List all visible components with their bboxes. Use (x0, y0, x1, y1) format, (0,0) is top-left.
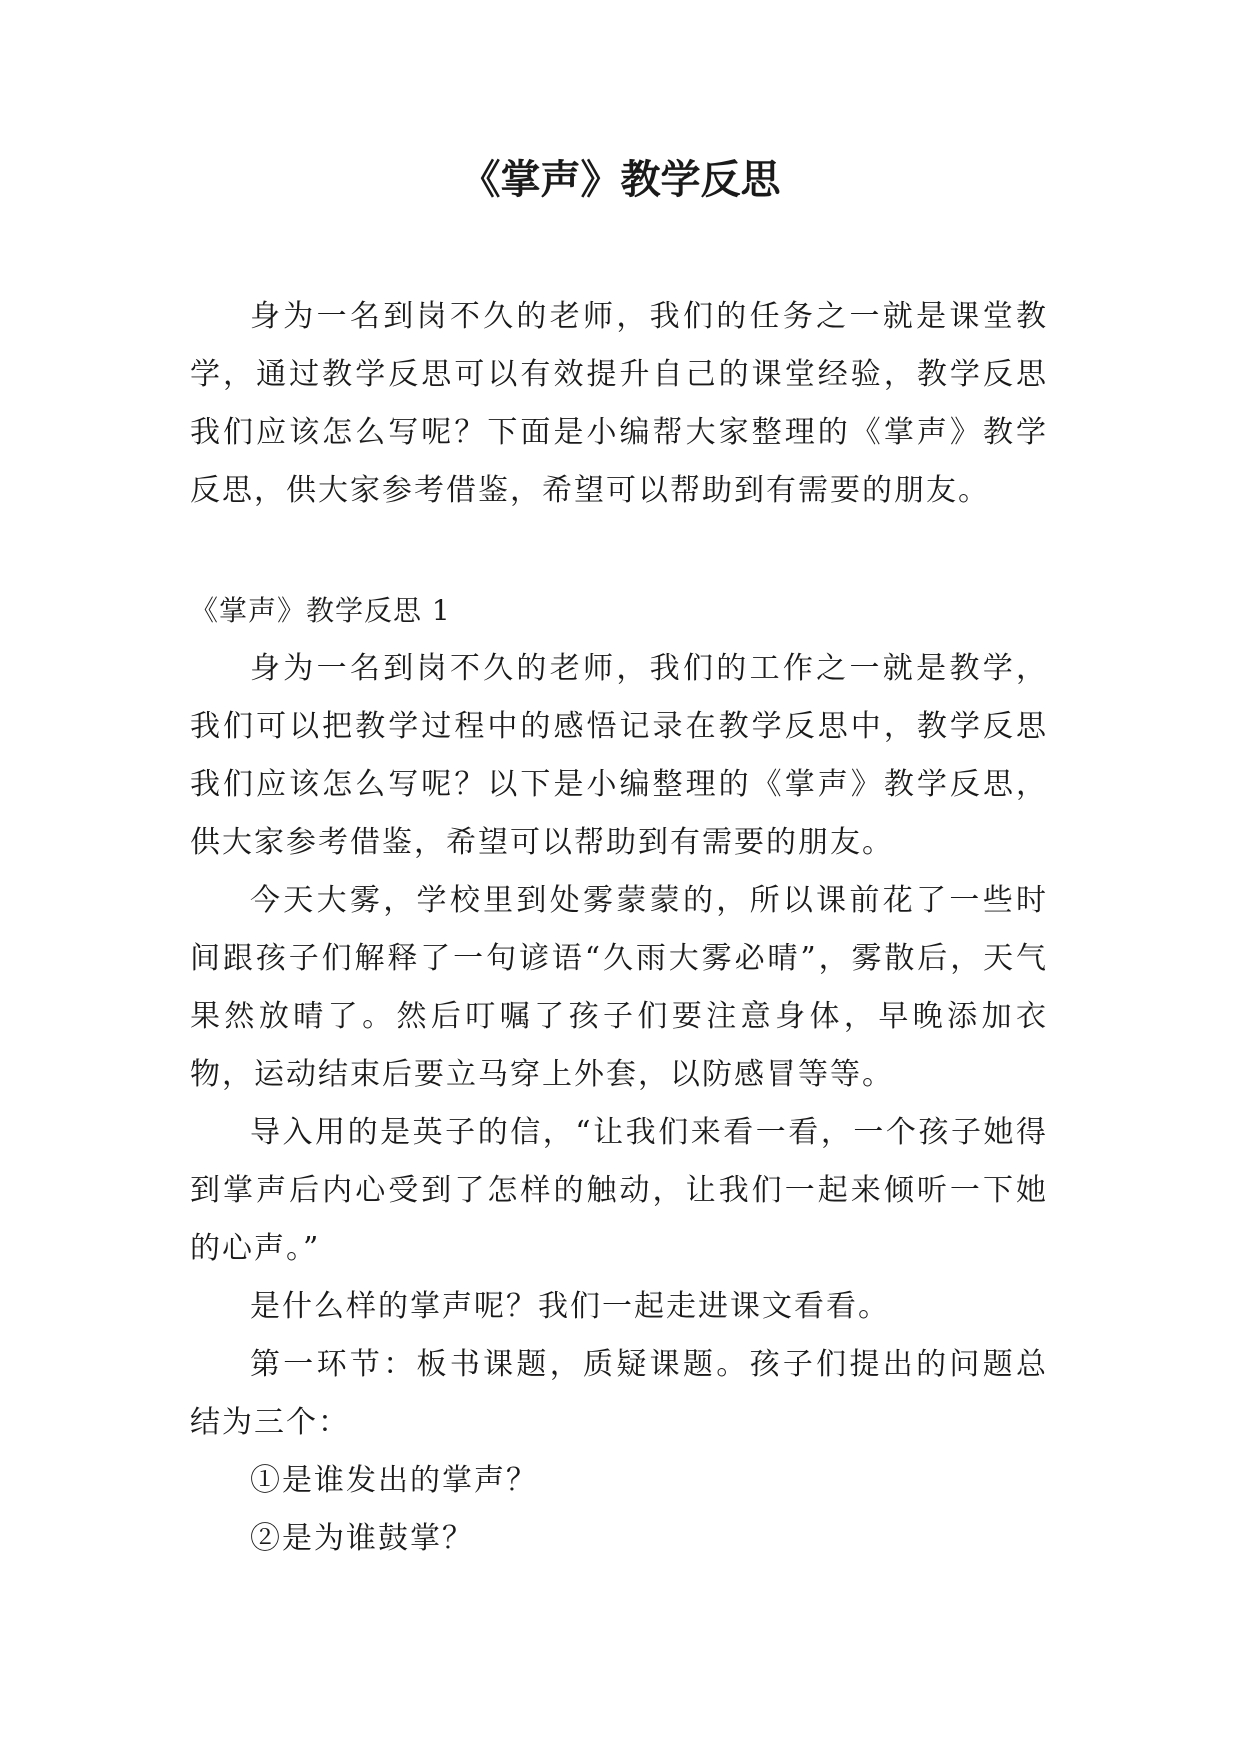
question-item: ①是谁发出的掌声？ (250, 1463, 538, 1498)
body-paragraph: 今天大雾，学校里到处雾蒙蒙的，所以课前花了一些时间跟孩子们解释了一句谚语“久雨大雾必晴”，雾散后，天气果然放晴了。然后叮嘱了孩子们要注意身体，早晚添加衣物，运动结束后要立马穿上外套，以防感冒等等。 (190, 883, 1048, 1092)
body-paragraph: 身为一名到岗不久的老师，我们的工作之一就是教学，我们可以把教学过程中的感悟记录在教学反思中，教学反思我们应该怎么写呢？以下是小编整理的《掌声》教学反思，供大家参考借鉴，希望可以帮助到有需要的朋友。 (190, 651, 1048, 860)
question-item: ②是为谁鼓掌？ (250, 1521, 474, 1556)
body-paragraph: 第一环节：板书课题，质疑课题。孩子们提出的问题总结为三个： (190, 1347, 1048, 1440)
document-title: 《掌声》教学反思 (460, 157, 781, 203)
document-body (190, 288, 1048, 1568)
intro-paragraph: 身为一名到岗不久的老师，我们的任务之一就是课堂教学，通过教学反思可以有效提升自己的课堂经验，教学反思我们应该怎么写呢？下面是小编帮大家整理的《掌声》教学反思，供大家参考借鉴，希望可以帮助到有需要的朋友。 (190, 299, 1048, 508)
body-paragraph: 是什么样的掌声呢？我们一起走进课文看看。 (250, 1289, 890, 1324)
body-paragraph: 导入用的是英子的信，“让我们来看一看，一个孩子她得到掌声后内心受到了怎样的触动，让我们一起来倾听一下她的心声。” (190, 1115, 1048, 1266)
section-heading: 《掌声》教学反思 1 (190, 594, 451, 627)
